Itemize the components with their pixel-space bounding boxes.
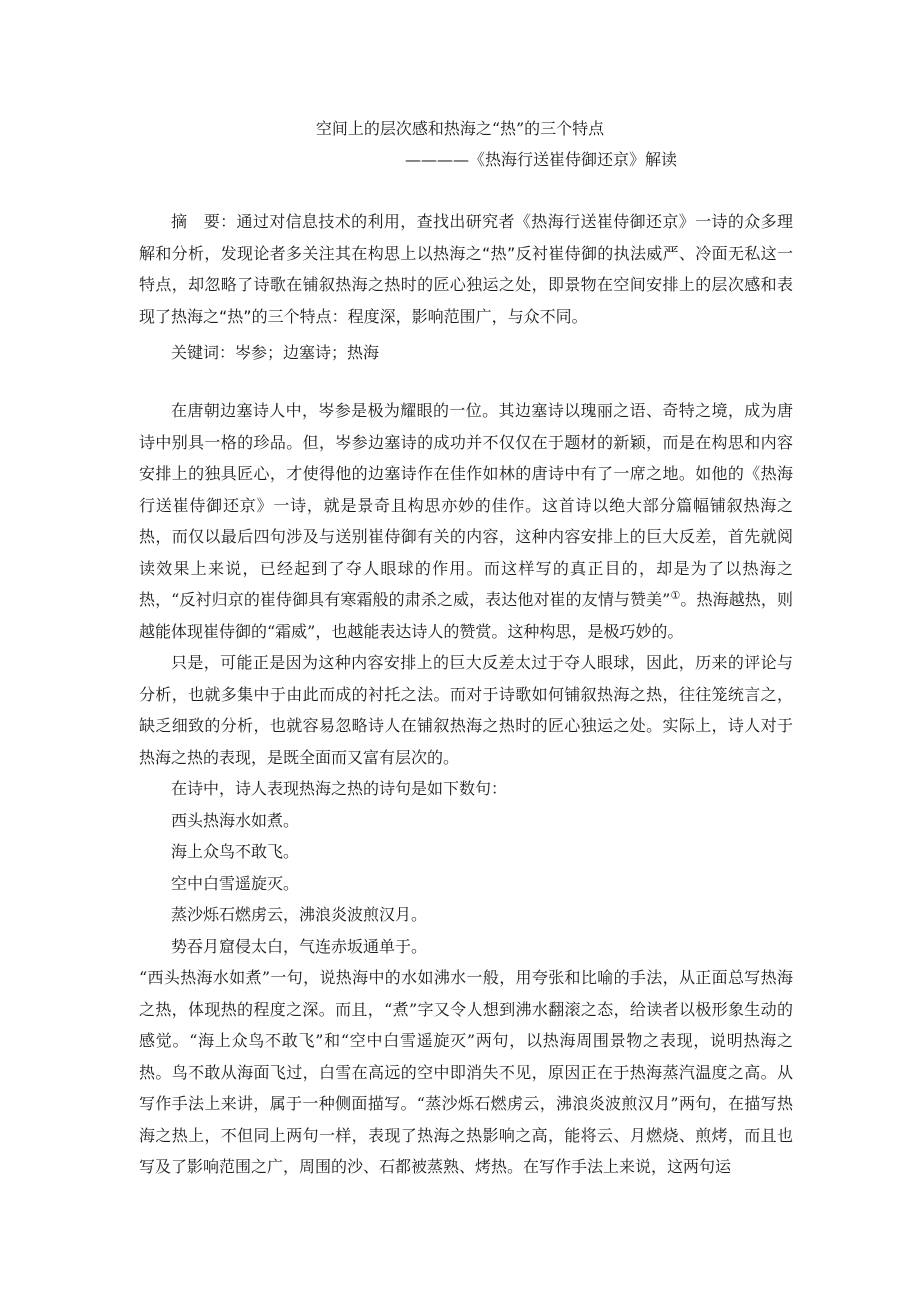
abstract	[139, 206, 793, 332]
footnote-marker[interactable]: ①	[670, 589, 681, 602]
verse-line: 势吞月窟侵太白，气连赤坂通单于。	[171, 936, 428, 956]
abstract-text: 通过对信息技术的利用，查找出研究者《热海行送崔侍御还京》一诗的众多理解和分析，发现论者多关注其在构思上以热海之“热”反衬崔侍御的执法威严、冷面无私这一特点，却忽略了诗歌在铺叙热海之热时的匠心独运之处，即景物在空间安排上的层次感和表现了热海之“热”的三个特点：程度深，影响范围广，与众不同。	[139, 212, 793, 326]
verse-line: 西头热海水如煮。	[171, 810, 300, 830]
main-text	[139, 395, 793, 1183]
paragraph-3: 在诗中，诗人表现热海之热的诗句是如下数句：	[171, 779, 508, 798]
abstract-label: 摘 要：	[171, 212, 237, 231]
paragraph-1-text-b: 。热海越热，则越能体现崔侍御的“霜威”，也越能表达诗人的赞赏。这种构思，是极巧妙的。	[139, 590, 793, 641]
paragraph-2: 只是，可能正是因为这种内容安排上的巨大反差太过于夺人眼球，因此，历来的评论与分析，也就多集中于由此而成的衬托之法。而对于诗歌如何铺叙热海之热，往往笼统言之，缺乏细致的分析，也就容易忽略诗人在铺叙热海之热时的匠心独运之处。实际上，诗人对于热海之热的表现，是既全面而又富有层次的。	[139, 653, 793, 767]
paragraph-1	[139, 395, 793, 647]
verse-line: 海上众鸟不敢飞。	[171, 842, 300, 861]
document-title: 空间上的层次感和热海之“热”的三个特点	[315, 119, 605, 138]
document-subtitle: ————《热海行送崔侍御还京》解读	[405, 150, 678, 169]
paragraph-1-text-a: 在唐朝边塞诗人中，岑参是极为耀眼的一位。其边塞诗以瑰丽之语、奇特之境，成为唐诗中别具一格的珍品。但，岑参边塞诗的成功并不仅仅在于题材的新颖，而是在构思和内容安排上的独具匠心，才使得他的边塞诗作在佳作如林的唐诗中有了一席之地。如他的《热海行送崔侍御还京》一诗，就是景奇且构思亦妙的佳作。这首诗以绝大部分篇幅铺叙热海之热，而仅以最后四句涉及与送别崔侍御有关的内容，这种内容安排上的巨大反差，首先就阅读效果上来说，已经起到了夺人眼球的作用。而这样写的真正目的，却是为了以热海之热，“反衬归京的崔侍御具有寒霜般的肃杀之威，表达他对崔的友情与赞美”	[139, 401, 793, 609]
verse-line: 空中白雪遥旋灭。	[171, 873, 300, 893]
paragraph-4: “西头热海水如煮”一句，说热海中的水如沸水一般，用夸张和比喻的手法，从正面总写热海之热，体现热的程度之深。而且，“煮”字又令人想到沸水翻滚之态，给读者以极形象生动的感觉。“海上众鸟不敢飞”和“空中白雪遥旋灭”两句，以热海周围景物之表现，说明热海之热。鸟不敢从海面飞过，白雪在高远的空中即消失不见，原因正在于热海蒸汽温度之高。从写作手法上来讲，属于一种侧面描写。“蒸沙烁石燃虏云，沸浪炎波煎汉月”两句，在描写热海之热上，不但同上两句一样，表现了热海之热影响之高，能将云、月燃烧、煎烤，而且也写及了影响范围之广，周围的沙、石都被蒸熟、烤热。在写作手法上来说，这两句运	[139, 968, 793, 1176]
keywords: 关键词：岑参；边塞诗；热海	[171, 343, 380, 362]
verse-line: 蒸沙烁石燃虏云，沸浪炎波煎汉月。	[171, 905, 428, 924]
